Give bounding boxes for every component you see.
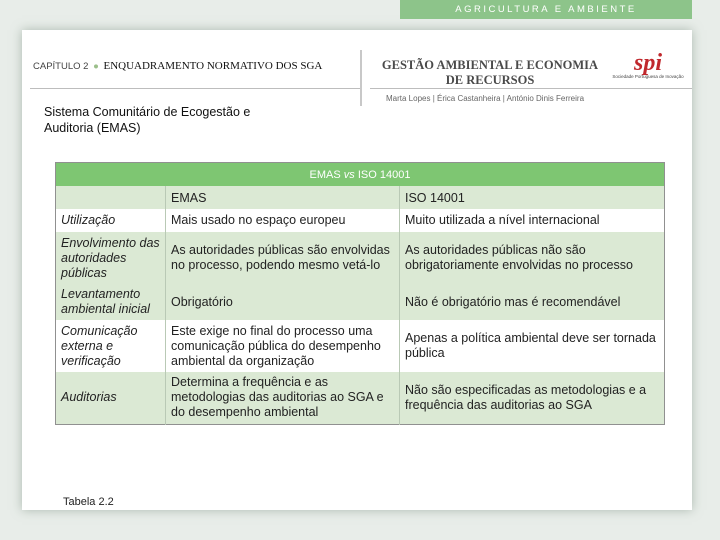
- header-divider-left: [30, 88, 360, 89]
- chapter-title: ENQUADRAMENTO NORMATIVO DOS SGA: [103, 60, 323, 72]
- cell-emas: Obrigatório: [166, 284, 400, 320]
- table-caption-row: [56, 163, 665, 187]
- row-label: Auditorias: [56, 372, 166, 424]
- slide-subtitle: [44, 104, 250, 136]
- logo-mark: spi: [633, 50, 662, 76]
- table-row: [56, 284, 665, 320]
- spi-logo: [608, 52, 688, 84]
- bullet-dot-icon: ●: [93, 61, 99, 72]
- row-label: Envolvimento das autoridades públicas: [56, 232, 166, 284]
- caption-vs: vs: [343, 168, 355, 181]
- table-row: [56, 372, 665, 424]
- column-header-emas: EMAS: [166, 186, 400, 209]
- cell-emas: As autoridades públicas são envolvidas no processo, podendo mesmo vetá-lo: [166, 232, 400, 284]
- authors: Marta Lopes | Érica Castanheira | António Dinis Ferreira: [386, 94, 585, 103]
- header-empty-cell: [56, 186, 166, 209]
- column-header-iso: ISO 14001: [400, 186, 665, 209]
- table-row: [56, 209, 665, 232]
- row-label: Comunicação externa e verificação: [56, 320, 166, 372]
- header-vertical-divider: [360, 50, 362, 106]
- comparison-table: [55, 162, 665, 425]
- cell-iso: Muito utilizada a nível internacional: [400, 209, 665, 232]
- cell-iso: Apenas a política ambiental deve ser tornada pública: [400, 320, 665, 372]
- logo-subtitle: Sociedade Portuguesa de Inovação: [612, 74, 684, 79]
- table-row: [56, 232, 665, 284]
- section-band: AGRICULTURA E AMBIENTE: [400, 0, 692, 19]
- header-divider-right: [370, 88, 692, 89]
- row-label: Utilização: [56, 209, 166, 232]
- table-header-row: [56, 186, 665, 209]
- caption-emas: EMAS: [309, 168, 341, 181]
- cell-iso: Não são especificadas as metodologias e a frequência das auditorias ao SGA: [400, 372, 665, 424]
- cell-iso: Não é obrigatório mas é recomendável: [400, 284, 665, 320]
- cell-emas: Determina a frequência e as metodologias das auditorias ao SGA e do desempenho ambiental: [166, 372, 400, 424]
- subtitle-line1: Sistema Comunitário de Ecogestão e: [44, 105, 251, 119]
- cell-iso: As autoridades públicas não são obrigatoriamente envolvidas no processo: [400, 232, 665, 284]
- table-number-caption: Tabela 2.2: [63, 496, 114, 508]
- row-label: Levantamento ambiental inicial: [56, 284, 166, 320]
- chapter-heading: [33, 60, 322, 72]
- table-row: [56, 320, 665, 372]
- chapter-prefix: CAPÍTULO 2: [33, 61, 89, 72]
- cell-emas: Este exige no final do processo uma comunicação pública do desempenho ambiental da organização: [166, 320, 400, 372]
- book-title: [380, 58, 600, 88]
- book-title-line1: GESTÃO AMBIENTAL E ECONOMIA: [381, 58, 599, 72]
- cell-emas: Mais usado no espaço europeu: [166, 209, 400, 232]
- subtitle-line2: Auditoria (EMAS): [44, 121, 141, 135]
- table-caption: [56, 163, 665, 187]
- caption-iso: ISO 14001: [357, 168, 411, 181]
- book-title-line2: DE RECURSOS: [445, 73, 535, 87]
